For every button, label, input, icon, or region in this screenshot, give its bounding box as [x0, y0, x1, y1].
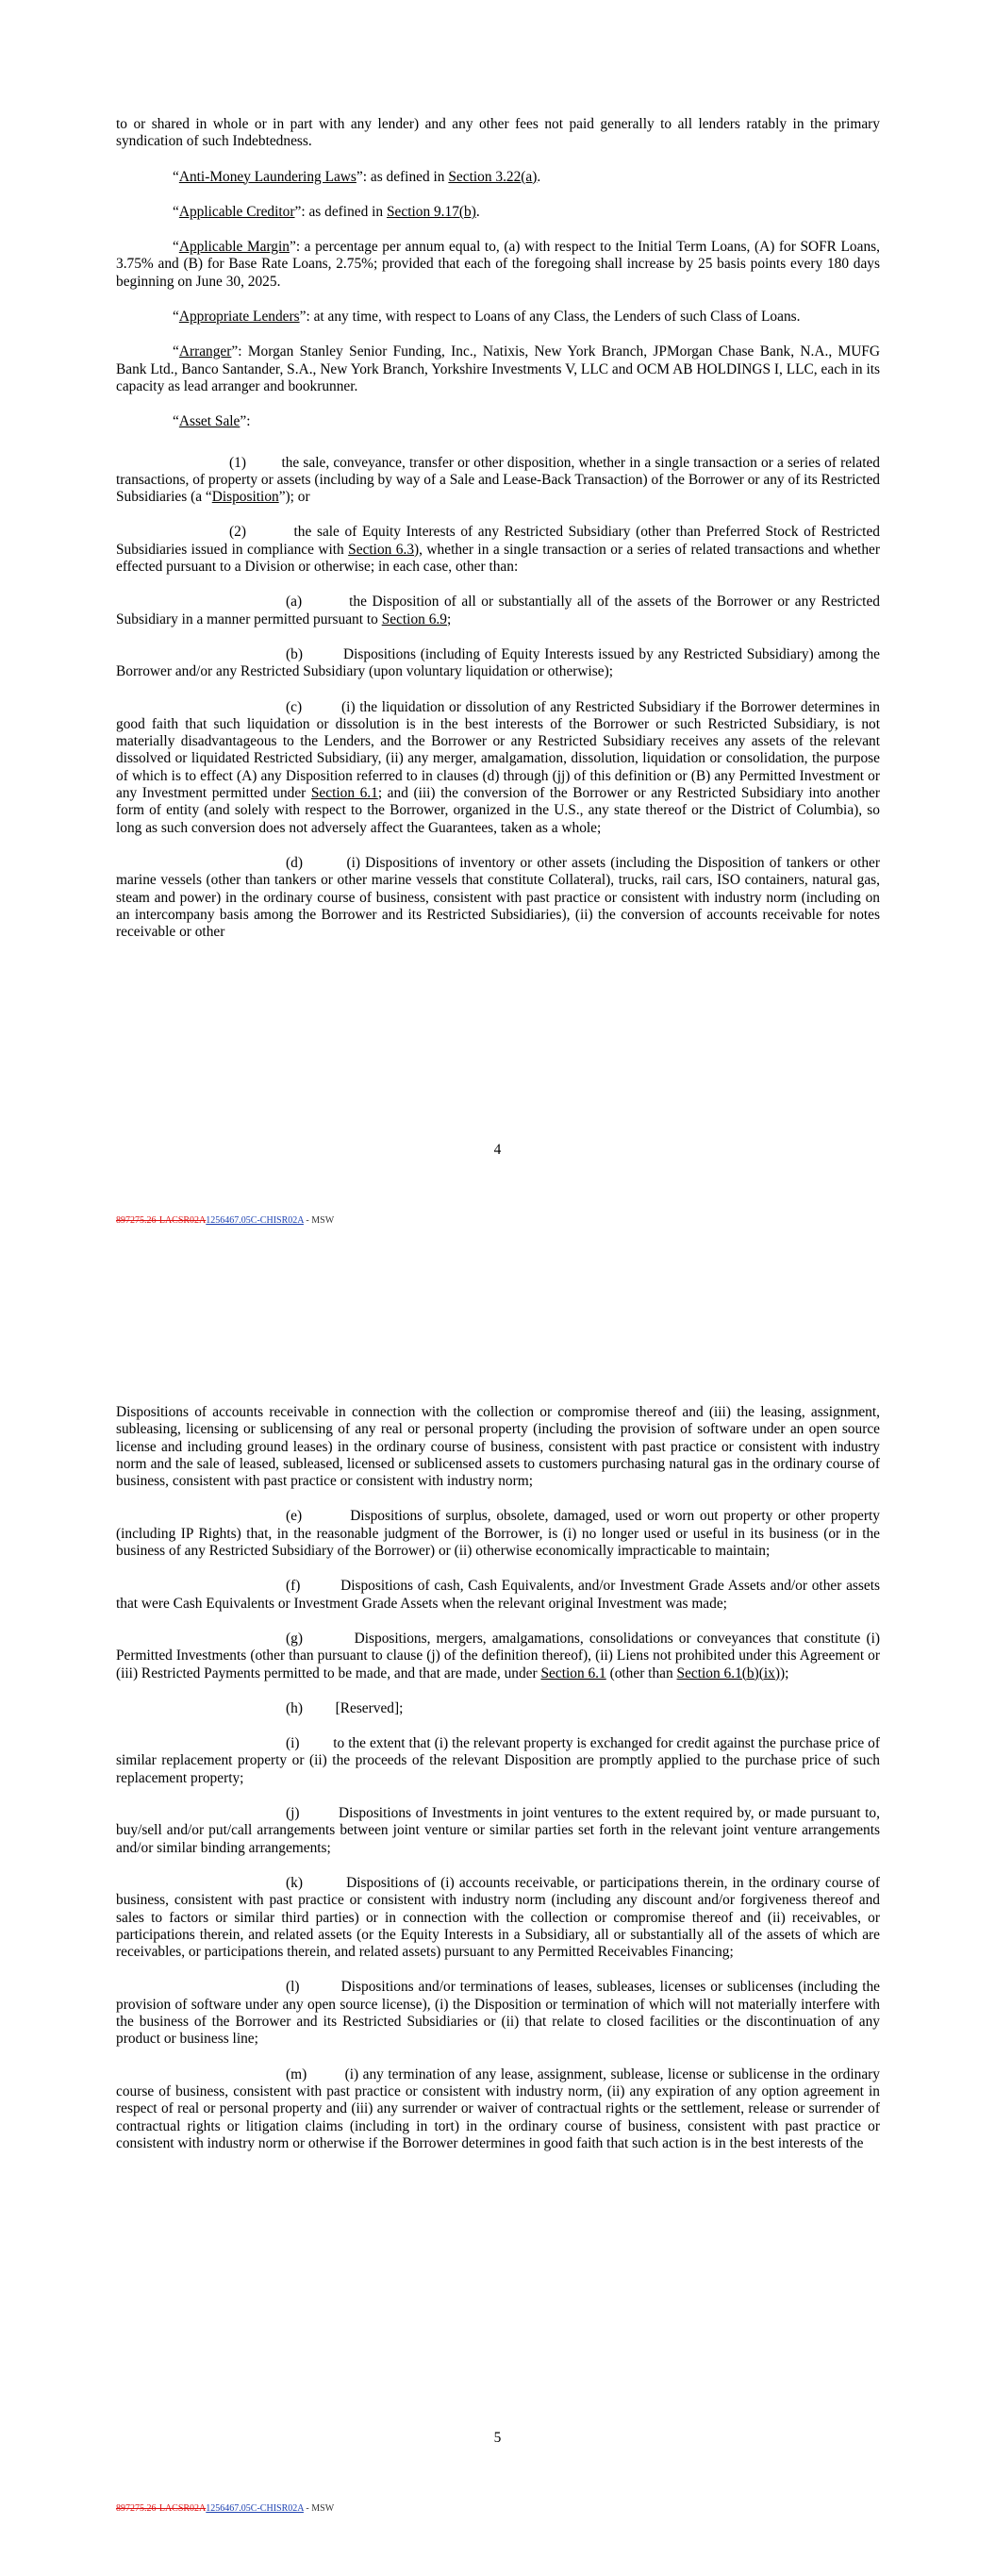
clause-j: (j) Dispositions of Investments in joint ventures to the extent required by, or made pursuant to, buy/sell and/or put/call arrangements between joint venture or similar parties set forth in the relevant joint venture arrangements and/or similar binding arrangements;: [116, 1805, 880, 1856]
defined-term: Applicable Margin: [178, 239, 290, 256]
defined-term: Arranger: [178, 343, 232, 360]
document-footer: 897275.26-LACSR02A1256467.05C-CHISR02A - MSW: [116, 1215, 335, 1226]
definition-applicable-margin: “Applicable Margin”: a percentage per annum equal to, (a) with respect to the Initial Term Loans, (A) for SOFR Loans, 3.75% and (B) for Base Rate Loans, 2.75%; provided that each of the foregoing shall increase by 25 basis points every 180 days beginning on June 30, 2025.: [116, 239, 880, 290]
clause-2: (2) the sale of Equity Interests of any Restricted Subsidiary (other than Preferred Stock of Restricted Subsidiaries issued in compliance with Section 6.3), whether in a single transaction or a series of related transactions and whether effected pursuant to a Division or otherwise; in each case, other than:: [116, 524, 880, 576]
page-number: 4: [493, 1142, 502, 1158]
section-reference: Section 6.1: [310, 785, 378, 802]
footer-inserted-docid: 1256467.05C-CHISR02A: [206, 1215, 304, 1226]
page-5: [0, 1288, 995, 2576]
section-reference: Section 6.9: [381, 611, 447, 627]
document-footer: 897275.26-LACSR02A1256467.05C-CHISR02A - MSW: [116, 2503, 335, 2514]
clause-number: (g): [286, 1630, 303, 1647]
clause-e: (e) Dispositions of surplus, obsolete, damaged, used or worn out property or other property (including IP Rights) that, in the reasonable judgment of the Borrower, is (i) no longer used or useful in its business (or in the business of any Restricted Subsidiary of the Borrower) or (ii) otherwise economically impracticable to maintain;: [116, 1508, 880, 1560]
clause-b: (b) Dispositions (including of Equity Interests issued by any Restricted Subsidiary) among the Borrower and/or any Restricted Subsidiary (upon voluntary liquidation or otherwise);: [116, 645, 880, 680]
footer-deleted-docid: 897275.26-LACSR02A: [116, 2503, 207, 2514]
clause-number: (f): [286, 1578, 301, 1595]
clause-number: (d): [286, 854, 303, 871]
clause-g: (g) Dispositions, mergers, amalgamations, consolidations or conveyances that constitute (i) Permitted Investments (other than pursuant to clause (j) of the definition thereof), (ii) Liens not prohibited under this Agreement or (iii) Restricted Payments permitted to be made, and that are made, under Section 6.1 (other than Section 6.1(b)(ix));: [116, 1630, 880, 1681]
footer-suffix: MSW: [311, 1215, 335, 1226]
page-5-body: [116, 1404, 880, 2152]
definition-arranger: “Arranger”: Morgan Stanley Senior Funding, Inc., Natixis, New York Branch, JPMorgan Chase Bank, N.A., MUFG Bank Ltd., Banco Santander, S.A., New York Branch, Yorkshire Investments V, LLC and OCM AB HOLDINGS I, LLC, each in its capacity as lead arranger and bookrunner.: [116, 343, 880, 394]
definition-appropriate-lenders: “Appropriate Lenders”: at any time, with respect to Loans of any Class, the Lenders of such Class of Loans.: [173, 309, 801, 326]
definition-asset-sale: “Asset Sale”:: [173, 413, 251, 430]
clause-d: (d) (i) Dispositions of inventory or other assets (including the Disposition of tankers or other marine vessels (other than tankers or other marine vessels that constitute Collateral), trucks, rail cars, ISO containers, natural gas, steam and power) in the ordinary course of business, consistent with past practice or consistent with industry norm (including on an intercompany basis among the Borrower and its Restricted Subsidiaries), (ii) the conversion of accounts receivable for notes receivable or other: [116, 854, 880, 941]
paragraph-intro: to or shared in whole or in part with any lender) and any other fees not paid generally to all lenders ratably in the primary syndication of such Indebtedness.: [116, 116, 880, 150]
definition-anti-money-laundering-laws: “Anti-Money Laundering Laws”: as defined in Section 3.22(a).: [173, 168, 541, 185]
clause-k: (k) Dispositions of (i) accounts receivable, or participations therein, in the ordinary course of business, consistent with past practice or consistent with industry norm (including any discount and/or forgiveness thereof and sales to factors or similar third parties) or in connection with the collection or compromise thereof and (ii) receivables, or participations therein, and related assets (or the Equity Interests in a Subsidiary, all or substantially all of the assets of which are receivables, or participations therein, and related assets) pursuant to any Permitted Receivables Financing;: [116, 1874, 880, 1961]
clause-number: (m): [286, 2066, 307, 2083]
clause-d-continued: Dispositions of accounts receivable in connection with the collection or compromise thereof and (iii) the leasing, assignment, subleasing, licensing or sublicensing of any real or personal property (including the provision of software under an open source license and including ground leases) in the ordinary course of business, consistent with past practice or consistent with industry norm and the sale of leased, subleased, licensed or sublicensed assets to customers purchasing natural gas in the ordinary course of business, consistent with past practice or consistent with industry norm;: [116, 1404, 880, 1490]
clause-m: (m) (i) any termination of any lease, assignment, sublease, license or sublicense in the ordinary course of business, consistent with past practice or consistent with industry norm, (ii) any expiration of any option agreement in respect of real or personal property and (iii) any surrender or waiver of contractual rights or the settlement, release or surrender of contractual rights or litigation claims (including in tort) in the ordinary course of business, consistent with past practice or consistent with industry norm or otherwise if the Borrower determines in good faith that such action is in the best interests of the: [116, 2066, 880, 2151]
clause-l: (l) Dispositions and/or terminations of leases, subleases, licenses or sublicenses (including the provision of software under any open source license), (i) the Disposition or termination of which will not materially interfere with the business of the Borrower and its Restricted Subsidiaries or (ii) that relate to closed facilities or the discontinuation of any product or business line;: [116, 1979, 880, 2048]
page-number: 5: [493, 2430, 502, 2446]
clause-c: (c) (i) the liquidation or dissolution of any Restricted Subsidiary if the Borrower determines in good faith that such liquidation or dissolution is in the best interests of the Borrower or such Restricted Subsidiary, is not materially disadvantageous to the Lenders, and the Borrower or any Restricted Subsidiary receives any assets of the relevant dissolved or liquidated Restricted Subsidiary, (ii) any merger, amalgamation, dissolution, liquidation or consolidation, the purpose of which is to effect (A) any Disposition referred to in clauses (d) through (jj) of this definition or (B) any Permitted Investment or any Investment permitted under Section 6.1; and (iii) the conversion of the Borrower or any Restricted Subsidiary into another form of entity (and solely with respect to the Borrower, organized in the U.S., any state thereof or the District of Columbia), so long as such conversion does not adversely affect the Guarantees, taken as a whole;: [116, 698, 880, 836]
clause-number: (b): [286, 645, 303, 662]
section-reference: Section 6.1: [540, 1664, 606, 1681]
defined-term: Anti-Money Laundering Laws: [178, 168, 357, 185]
defined-term: Disposition: [211, 489, 279, 506]
clause-number: (k): [286, 1874, 303, 1891]
clause-i: (i) to the extent that (i) the relevant property is exchanged for credit against the purchase price of similar replacement property or (ii) the proceeds of the relevant Disposition are promptly applied to the purchase price of such replacement property;: [116, 1735, 880, 1786]
defined-term: Applicable Creditor: [178, 203, 295, 220]
clause-number: (l): [286, 1979, 300, 1996]
clause-reference: jj: [556, 767, 566, 784]
section-reference: Section 9.17(b): [386, 203, 476, 220]
defined-term: Asset Sale: [178, 413, 240, 430]
clause-number: (1): [229, 454, 246, 471]
footer-suffix: MSW: [311, 2503, 335, 2514]
clause-number: (e): [286, 1508, 303, 1525]
footer-inserted-docid: 1256467.05C-CHISR02A: [206, 2503, 304, 2514]
clause-number: (i): [286, 1735, 300, 1752]
defined-term: Appropriate Lenders: [178, 309, 300, 326]
clause-h: (h) [Reserved];: [286, 1699, 404, 1716]
section-reference: Section 6.3: [348, 541, 415, 558]
clause-a: (a) the Disposition of all or substantially all of the assets of the Borrower or any Restricted Subsidiary in a manner permitted pursuant to Section 6.9;: [116, 594, 880, 627]
section-reference: Section 3.22(a): [448, 168, 538, 185]
clause-1: (1) the sale, conveyance, transfer or other disposition, whether in a single transaction or a series of related transactions, of property or assets (including by way of a Sale and Lease-Back Transaction) of the Borrower or any of its Restricted Subsidiaries (a “Disposition”); or: [116, 454, 880, 506]
clause-f: (f) Dispositions of cash, Cash Equivalents, and/or Investment Grade Assets and/or other assets that were Cash Equivalents or Investment Grade Assets when the relevant original Investment was made;: [116, 1578, 880, 1612]
section-reference: Section 6.1(b)(ix): [676, 1664, 780, 1681]
definition-applicable-creditor: “Applicable Creditor”: as defined in Section 9.17(b).: [173, 203, 480, 220]
clause-number: (a): [286, 594, 303, 611]
clause-number: (j): [286, 1805, 300, 1822]
footer-deleted-docid: 897275.26-LACSR02A: [116, 1215, 207, 1226]
clause-number: (h): [286, 1699, 303, 1716]
clause-number: (2): [229, 524, 246, 541]
clause-number: (c): [286, 698, 303, 715]
page-4-body: [116, 116, 880, 941]
